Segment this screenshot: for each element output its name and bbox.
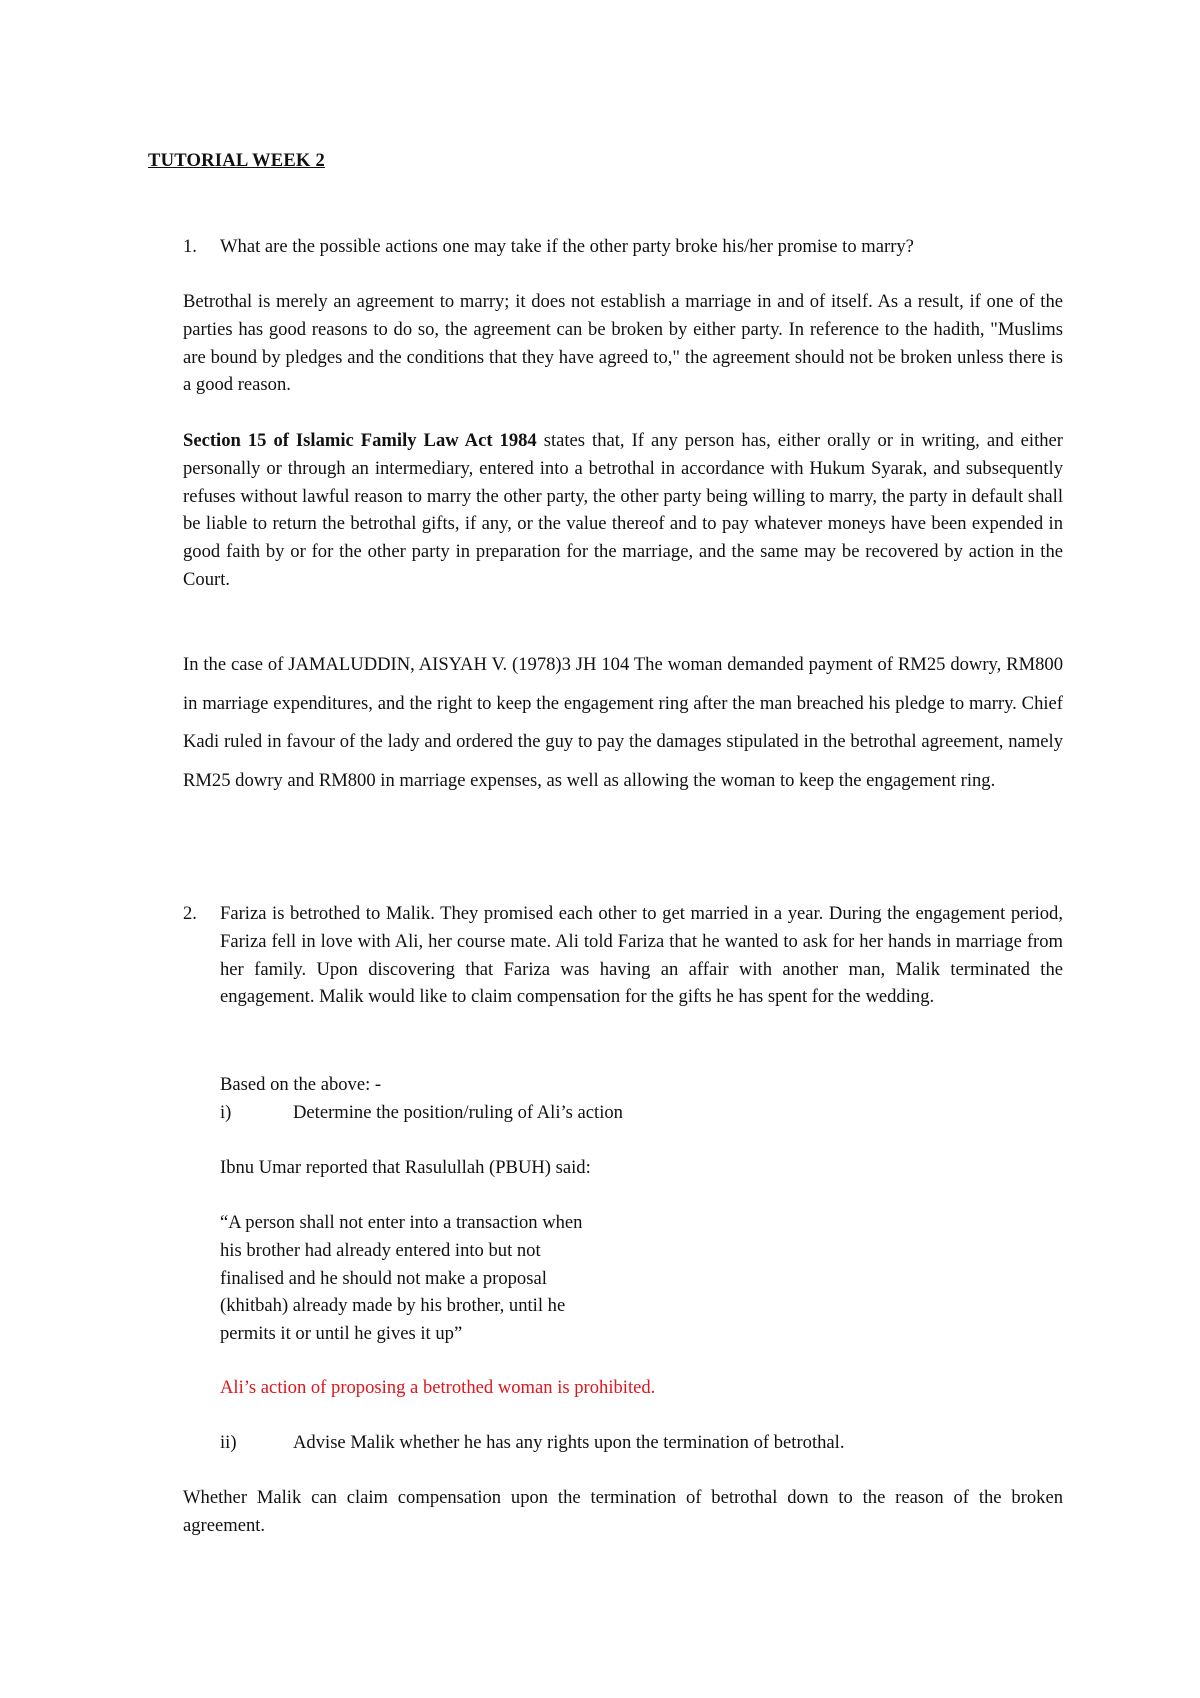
quote-line: finalised and he should not make a proposal (220, 1267, 547, 1289)
ruling-answer: Ali’s action of proposing a betrothed woman is prohibited. (220, 1377, 656, 1398)
question-1-number: 1. (183, 236, 197, 257)
question-1-text: What are the possible actions one may take if the other party broke his/her promise to marry? (220, 236, 914, 257)
hadith-attribution: Ibnu Umar reported that Rasulullah (PBUH) said: (220, 1157, 591, 1178)
question-2-number: 2. (183, 903, 197, 924)
quote-line: (khitbah) already made by his brother, until he (220, 1295, 566, 1317)
sub-question-1-text: Determine the position/ruling of Ali’s action (293, 1102, 623, 1123)
statute-reference: Section 15 of Islamic Family Law Act 1984 (183, 430, 537, 451)
statute-text: states that, If any person has, either orally or in writing, and either personally or through an intermediary, entered into a betrothal in accordance with Hukum Syarak, and subsequently refuses without lawful reason to marry the other party, the other party being willing to marry, the party in default shall be liable to return the betrothal gifts, if any, or the value thereof and to pay whatever moneys have been expended in good faith by or for the other party in preparation for the marriage, and the same may be recovered by action in the Court. (183, 430, 1063, 590)
sub-question-2-text: Advise Malik whether he has any rights upon the termination of betrothal. (293, 1432, 845, 1453)
sub-question-2-number: ii) (220, 1432, 237, 1453)
quote-line: “A person shall not enter into a transaction when (220, 1212, 583, 1233)
page-title: TUTORIAL WEEK 2 (148, 150, 325, 171)
quote-line: his brother had already entered into but not (220, 1239, 541, 1261)
hadith-quote (220, 1209, 680, 1348)
answer-1-paragraph-2 (183, 427, 1063, 594)
based-on-label: Based on the above: - (220, 1074, 382, 1095)
answer-2-paragraph: Whether Malik can claim compensation upon the termination of betrothal down to the reason of the broken agreement. (183, 1487, 1063, 1536)
answer-1-paragraph-1: Betrothal is merely an agreement to marry; it does not establish a marriage in and of itself. As a result, if one of the parties has good reasons to do so, the agreement can be broken by either party. In reference to the hadith, "Muslims are bound by pledges and the conditions that they have agreed to," the agreement should not be broken unless there is a good reason. (183, 291, 1063, 396)
answer-1-paragraph-3: In the case of JAMALUDDIN, AISYAH V. (1978)3 JH 104 The woman demanded payment of RM25 dowry, RM800 in marriage expenditures, and the right to keep the engagement ring after the man breached his pledge to marry. Chief Kadi ruled in favour of the lady and ordered the guy to pay the damages stipulated in the betrothal agreement, namely RM25 dowry and RM800 in marriage expenses, as well as allowing the woman to keep the engagement ring. (183, 654, 1063, 791)
question-2-text: Fariza is betrothed to Malik. They promised each other to get married in a year. During the engagement period, Fariza fell in love with Ali, her course mate. Ali told Fariza that he wanted to ask for her hands in marriage from her family. Upon discovering that Fariza was having an affair with another man, Malik terminated the engagement. Malik would like to claim compensation for the gifts he has spent for the wedding. (220, 903, 1063, 1008)
sub-question-1-number: i) (220, 1102, 232, 1123)
quote-line: permits it or until he gives it up” (220, 1323, 463, 1345)
